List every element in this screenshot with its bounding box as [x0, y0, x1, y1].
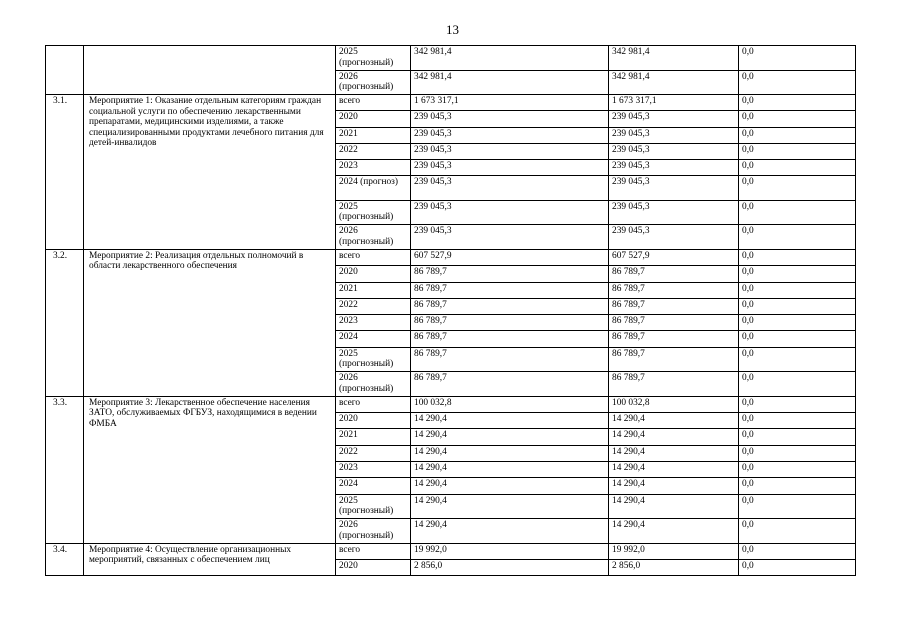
other-amount-cell: 0,0 [739, 127, 856, 143]
other-amount-cell: 0,0 [739, 176, 856, 201]
year-cell: всего [336, 396, 411, 412]
other-amount-cell: 0,0 [739, 543, 856, 559]
total-amount-cell: 14 290,4 [411, 519, 609, 544]
total-amount-cell: 239 045,3 [411, 127, 609, 143]
funding-amount-cell: 86 789,7 [609, 372, 739, 397]
other-amount-cell: 0,0 [739, 494, 856, 519]
year-cell: 2026 (прогнозный) [336, 70, 411, 95]
other-amount-cell: 0,0 [739, 396, 856, 412]
measure-name: Мероприятие 2: Реализация отдельных полномочий в области лекарственного обеспечения [84, 249, 336, 396]
funding-amount-cell: 14 290,4 [609, 461, 739, 477]
funding-amount-cell: 14 290,4 [609, 445, 739, 461]
table-row [46, 46, 856, 71]
total-amount-cell: 239 045,3 [411, 111, 609, 127]
year-cell: 2021 [336, 282, 411, 298]
other-amount-cell: 0,0 [739, 143, 856, 159]
other-amount-cell: 0,0 [739, 315, 856, 331]
year-cell: 2024 [336, 331, 411, 347]
total-amount-cell: 14 290,4 [411, 478, 609, 494]
measure-name: Мероприятие 1: Оказание отдельным категориям граждан социальной услуги по обеспечению лекарственными препаратами, медицинскими изделиями, а также специализированными продуктами лечебного питания для детей-инвалидов [84, 95, 336, 250]
measure-number: 3.3. [46, 396, 84, 543]
year-cell: 2023 [336, 315, 411, 331]
total-amount-cell: 86 789,7 [411, 266, 609, 282]
total-amount-cell: 19 992,0 [411, 543, 609, 559]
funding-amount-cell: 14 290,4 [609, 494, 739, 519]
year-cell: 2025 (прогнозный) [336, 494, 411, 519]
funding-amount-cell: 86 789,7 [609, 331, 739, 347]
funding-amount-cell: 86 789,7 [609, 282, 739, 298]
funding-amount-cell: 239 045,3 [609, 176, 739, 201]
total-amount-cell: 239 045,3 [411, 200, 609, 225]
year-cell: 2023 [336, 160, 411, 176]
year-cell: 2022 [336, 298, 411, 314]
funding-amount-cell: 342 981,4 [609, 46, 739, 71]
total-amount-cell: 86 789,7 [411, 315, 609, 331]
other-amount-cell: 0,0 [739, 95, 856, 111]
table-row [46, 95, 856, 111]
page-number: 13 [446, 22, 459, 37]
measure-number: 3.4. [46, 543, 84, 576]
year-cell: 2021 [336, 429, 411, 445]
funding-amount-cell: 14 290,4 [609, 519, 739, 544]
funding-amount-cell: 239 045,3 [609, 160, 739, 176]
other-amount-cell: 0,0 [739, 70, 856, 95]
year-cell: 2026 (прогнозный) [336, 225, 411, 250]
funding-amount-cell: 86 789,7 [609, 298, 739, 314]
year-cell: 2020 [336, 559, 411, 575]
measure-name: Мероприятие 3: Лекарственное обеспечение населения ЗАТО, обслуживаемых ФГБУЗ, находящимися в ведении ФМБА [84, 396, 336, 543]
total-amount-cell: 86 789,7 [411, 347, 609, 372]
funding-amount-cell: 2 856,0 [609, 559, 739, 575]
total-amount-cell: 14 290,4 [411, 413, 609, 429]
year-cell: 2022 [336, 445, 411, 461]
table-row [46, 249, 856, 265]
other-amount-cell: 0,0 [739, 445, 856, 461]
funding-amount-cell: 86 789,7 [609, 266, 739, 282]
year-cell: всего [336, 249, 411, 265]
total-amount-cell: 14 290,4 [411, 461, 609, 477]
budget-table [45, 45, 856, 576]
funding-amount-cell: 239 045,3 [609, 200, 739, 225]
year-cell: 2020 [336, 266, 411, 282]
total-amount-cell: 342 981,4 [411, 46, 609, 71]
year-cell: 2025 (прогнозный) [336, 200, 411, 225]
funding-amount-cell: 100 032,8 [609, 396, 739, 412]
funding-amount-cell: 607 527,9 [609, 249, 739, 265]
other-amount-cell: 0,0 [739, 200, 856, 225]
year-cell: 2020 [336, 413, 411, 429]
funding-amount-cell: 239 045,3 [609, 111, 739, 127]
year-cell: 2023 [336, 461, 411, 477]
total-amount-cell: 239 045,3 [411, 176, 609, 201]
total-amount-cell: 2 856,0 [411, 559, 609, 575]
other-amount-cell: 0,0 [739, 519, 856, 544]
funding-amount-cell: 86 789,7 [609, 347, 739, 372]
total-amount-cell: 14 290,4 [411, 445, 609, 461]
total-amount-cell: 342 981,4 [411, 70, 609, 95]
measure-number [46, 46, 84, 95]
other-amount-cell: 0,0 [739, 225, 856, 250]
year-cell: 2024 [336, 478, 411, 494]
table-row [46, 543, 856, 559]
year-cell: 2024 (прогноз) [336, 176, 411, 201]
total-amount-cell: 14 290,4 [411, 429, 609, 445]
year-cell: 2026 (прогнозный) [336, 372, 411, 397]
total-amount-cell: 100 032,8 [411, 396, 609, 412]
funding-amount-cell: 1 673 317,1 [609, 95, 739, 111]
other-amount-cell: 0,0 [739, 160, 856, 176]
total-amount-cell: 14 290,4 [411, 494, 609, 519]
total-amount-cell: 239 045,3 [411, 160, 609, 176]
measure-number: 3.1. [46, 95, 84, 250]
funding-amount-cell: 239 045,3 [609, 127, 739, 143]
other-amount-cell: 0,0 [739, 111, 856, 127]
funding-amount-cell: 19 992,0 [609, 543, 739, 559]
other-amount-cell: 0,0 [739, 413, 856, 429]
measure-name [84, 46, 336, 95]
measure-number: 3.2. [46, 249, 84, 396]
funding-amount-cell: 239 045,3 [609, 225, 739, 250]
year-cell: 2026 (прогнозный) [336, 519, 411, 544]
other-amount-cell: 0,0 [739, 46, 856, 71]
funding-amount-cell: 239 045,3 [609, 143, 739, 159]
funding-amount-cell: 14 290,4 [609, 413, 739, 429]
year-cell: всего [336, 543, 411, 559]
other-amount-cell: 0,0 [739, 298, 856, 314]
other-amount-cell: 0,0 [739, 461, 856, 477]
other-amount-cell: 0,0 [739, 372, 856, 397]
total-amount-cell: 239 045,3 [411, 225, 609, 250]
total-amount-cell: 607 527,9 [411, 249, 609, 265]
table-row [46, 396, 856, 412]
other-amount-cell: 0,0 [739, 266, 856, 282]
measure-name: Мероприятие 4: Осуществление организационных мероприятий, связанных с обеспечением лиц [84, 543, 336, 576]
total-amount-cell: 239 045,3 [411, 143, 609, 159]
year-cell: всего [336, 95, 411, 111]
other-amount-cell: 0,0 [739, 478, 856, 494]
funding-amount-cell: 342 981,4 [609, 70, 739, 95]
other-amount-cell: 0,0 [739, 347, 856, 372]
total-amount-cell: 86 789,7 [411, 372, 609, 397]
other-amount-cell: 0,0 [739, 282, 856, 298]
year-cell: 2022 [336, 143, 411, 159]
total-amount-cell: 86 789,7 [411, 298, 609, 314]
total-amount-cell: 86 789,7 [411, 331, 609, 347]
year-cell: 2020 [336, 111, 411, 127]
year-cell: 2025 (прогнозный) [336, 46, 411, 71]
funding-amount-cell: 14 290,4 [609, 478, 739, 494]
year-cell: 2025 (прогнозный) [336, 347, 411, 372]
funding-amount-cell: 86 789,7 [609, 315, 739, 331]
year-cell: 2021 [336, 127, 411, 143]
other-amount-cell: 0,0 [739, 331, 856, 347]
total-amount-cell: 1 673 317,1 [411, 95, 609, 111]
other-amount-cell: 0,0 [739, 559, 856, 575]
funding-amount-cell: 14 290,4 [609, 429, 739, 445]
other-amount-cell: 0,0 [739, 429, 856, 445]
other-amount-cell: 0,0 [739, 249, 856, 265]
total-amount-cell: 86 789,7 [411, 282, 609, 298]
